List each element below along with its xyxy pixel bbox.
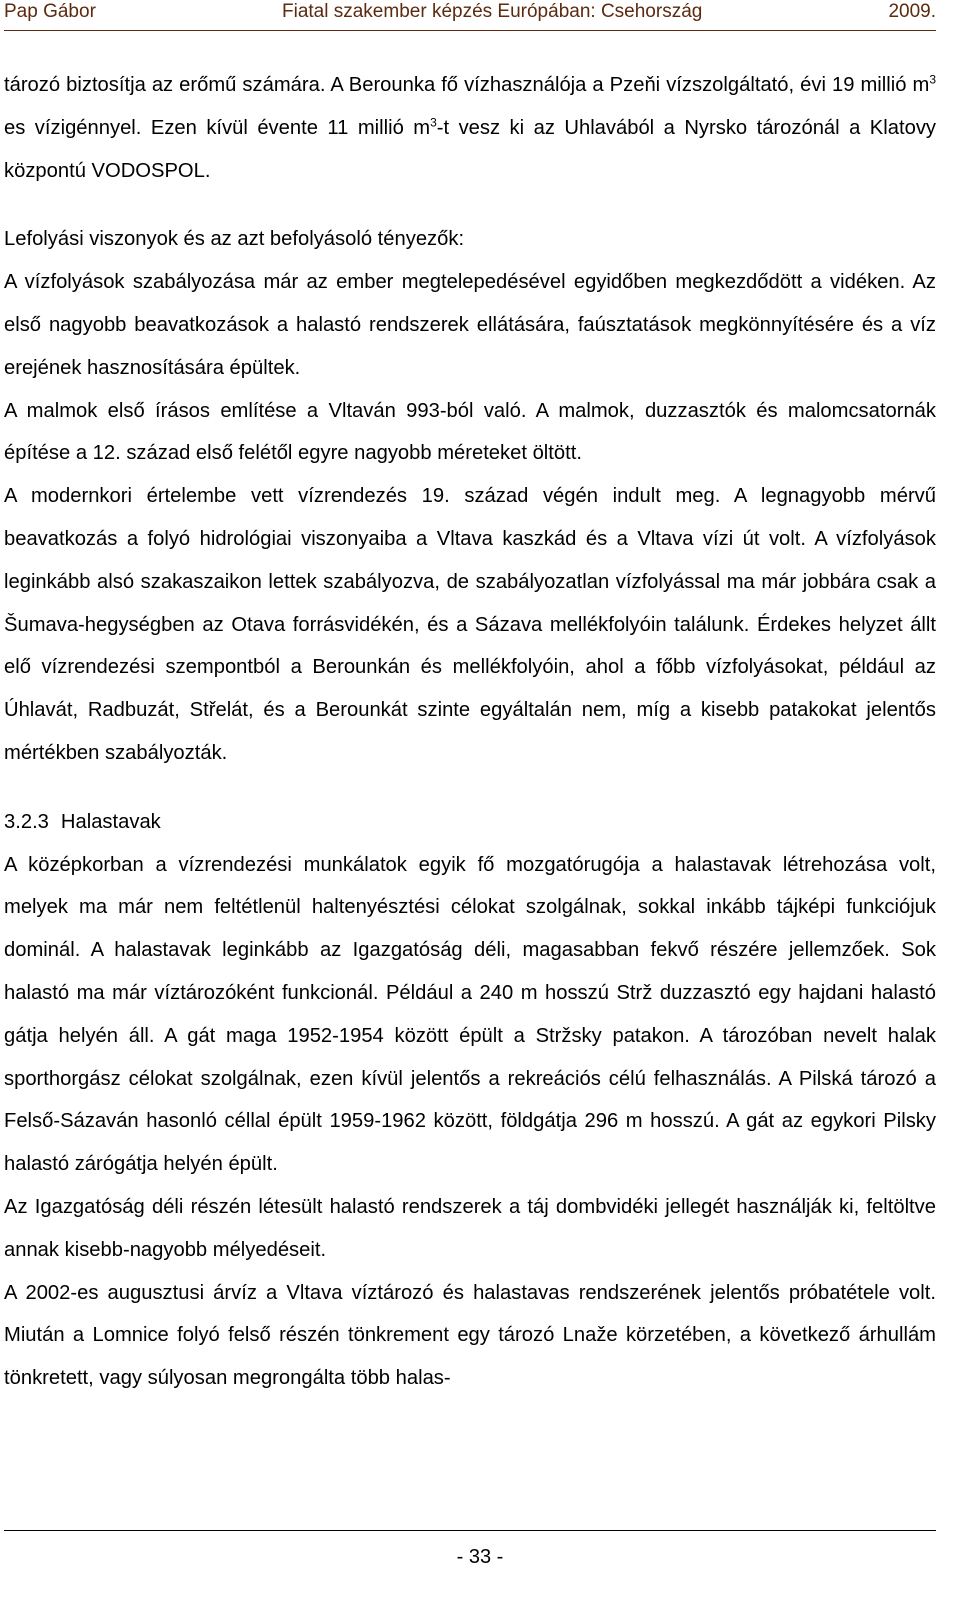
- footer-divider: [4, 1530, 936, 1531]
- paragraph-regulation-history: A vízfolyások szabályozása már az ember megtelepedésével egyidőben megkezdődött a vidéken. Az első nagyobb beavatkozások a halastó rendszerek ellátására, faúsztatások megkönnyítésére és a víz erejének hasznosítására épültek.: [4, 271, 936, 379]
- paragraph-runoff-title: Lefolyási viszonyok és az azt befolyásoló tényezők:: [4, 228, 465, 251]
- paragraph-fishponds: A középkorban a vízrendezési munkálatok egyik fő mozgatórugója a halastavak létrehozása volt, melyek ma már nem feltétlenül haltenyésztési célokat szolgálnak, sokkal inkább tájképi funkciójuk dominál. A halastavak leginkább az Igazgatóság déli, magasabban fekvő részére jellemzőek. Sok halastó ma már víztározóként funkcionál. Például a 240 m hosszú Strž duzzasztó egy hajdani halastó gátja helyén áll. A gát maga 1952-1954 között épült a Stržsky patakon. A tározóban nevelt halak sporthorgász célokat szolgálnak, ezen kívül jelentős a rekreációs célú felhasználás. A Pilská tározó a Felső-Sázaván hasonló céllal épült 1959-1962 között, földgátja 296 m hosszú. A gát az egykori Pilsky halastó zárógátja helyén épült.: [4, 853, 936, 1176]
- superscript: 3: [929, 72, 936, 87]
- header-author: Pap Gábor: [4, 1, 96, 22]
- paragraph-fishpond-systems: Az Igazgatóság déli részén létesült halastó rendszerek a táj dombvidéki jellegét használják ki, feltöltve annak kisebb-nagyobb mélyedéseit.: [4, 1195, 936, 1261]
- paragraph-reservoir-use: [4, 64, 936, 192]
- section-number: 3.2.3: [4, 810, 49, 833]
- header-title: Fiatal szakember képzés Európában: Csehország: [282, 1, 703, 22]
- section-heading: [4, 801, 936, 844]
- body-text: [4, 64, 936, 1400]
- paragraph-modern-regulation: A modernkori értelembe vett vízrendezés 19. század végén indult meg. A legnagyobb mérvű beavatkozás a folyó hidrológiai viszonyaiba a Vltava kaszkád és a Vltava vízi út volt. A vízfolyások leginkább alsó szakaszaikon lettek szabályozva, de szabályozatlan vízfolyással ma már jobbára csak a Šumava-hegységben az Otava forrásvidékén, és a Sázava mellékfolyóin találunk. Érdekes helyzet állt elő vízrendezési szempontból a Berounkán és mellékfolyóin, ahol a főbb vízfolyásokat, például az Úhlavát, Radbuzát, Střelát, és a Berounkát szinte egyáltalán nem, míg a kisebb patakokat jelentős mértékben szabályozták.: [4, 485, 936, 764]
- paragraph-spacer: [4, 775, 936, 801]
- paragraph-mills: A malmok első írásos említése a Vltaván 993-ból való. A malmok, duzzasztók és malomcsatornák építése a 12. század első felétől egyre nagyobb méreteket öltött.: [4, 399, 936, 465]
- paragraph-text: es vízigénnyel. Ezen kívül évente 11 millió m: [4, 116, 431, 139]
- superscript: 3: [430, 115, 437, 130]
- paragraph-spacer: [4, 192, 936, 218]
- header-year: 2009.: [888, 1, 936, 22]
- running-header: [4, 0, 936, 26]
- page-number: - 33 -: [456, 1546, 504, 1568]
- paragraph-text: -t vesz ki az Uhlavából a Nyrsko tározónál a Klatovy központú VODOSPOL.: [4, 116, 937, 182]
- header-divider: [4, 30, 936, 31]
- paragraph-text: tározó biztosítja az erőmű számára. A Berounka fő vízhasználója a Pzeňi vízszolgáltató, évi 19 millió m: [4, 74, 930, 96]
- paragraph-flood-2002: A 2002-es augusztusi árvíz a Vltava víztározó és halastavas rendszerének jelentős próbatétele volt. Miután a Lomnice folyó felső részén tönkrement egy tározó Lnaže körzetében, a következő árhullám tönkretett, vagy súlyosan megrongálta több halas-: [4, 1281, 936, 1390]
- section-title: Halastavak: [60, 810, 161, 833]
